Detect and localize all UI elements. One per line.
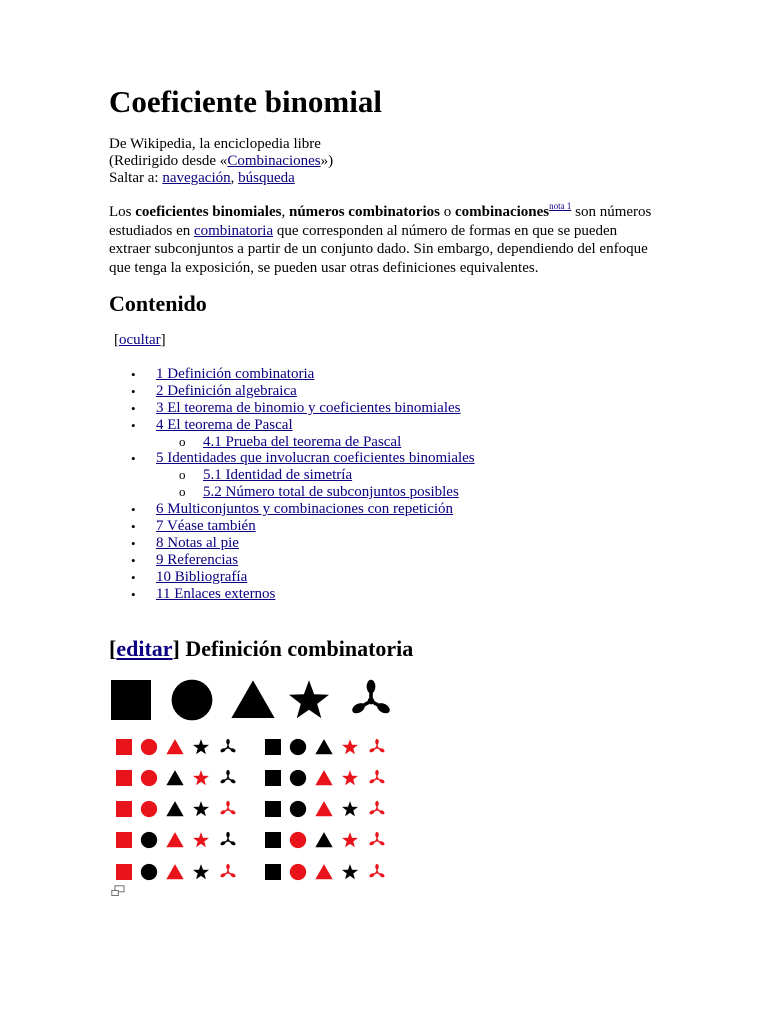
enlarge-icon[interactable] bbox=[111, 885, 125, 897]
shape-square bbox=[116, 864, 132, 880]
toc-item bbox=[109, 400, 475, 417]
shape-star bbox=[193, 864, 209, 879]
intro-text: son números estudiados en bbox=[109, 204, 652, 239]
page-title: Coeficiente binomial bbox=[109, 84, 382, 119]
term-combinatorial-numbers: números combinatorios bbox=[288, 204, 440, 220]
footnote-link[interactable]: nota 1 bbox=[549, 201, 572, 211]
shape-square bbox=[265, 832, 281, 848]
shape-circle bbox=[290, 739, 306, 755]
shape-triskelion bbox=[369, 801, 385, 815]
shape-circle bbox=[141, 832, 157, 848]
shape-circle bbox=[141, 801, 157, 817]
combinatoria-link[interactable]: combinatoria bbox=[193, 222, 274, 239]
shape-star bbox=[342, 739, 358, 754]
toc-hide-link[interactable]: ocultar bbox=[119, 332, 161, 348]
jump-search-link[interactable]: búsqueda bbox=[238, 170, 295, 186]
shape-triangle bbox=[166, 770, 183, 785]
toc-item bbox=[109, 569, 475, 586]
intro-text: o bbox=[439, 204, 455, 220]
toc-link[interactable]: 7 Véase también bbox=[156, 518, 256, 535]
shape-circle bbox=[290, 770, 306, 786]
section-heading: [editar] Definición combinatoria bbox=[109, 636, 414, 661]
shape-circle bbox=[290, 864, 306, 880]
toc-item bbox=[109, 434, 475, 451]
toc-link[interactable]: 6 Multiconjuntos y combinaciones con repetición bbox=[156, 501, 454, 518]
toc-link[interactable]: 10 Bibliografía bbox=[156, 568, 248, 585]
shape-square bbox=[116, 801, 132, 817]
shape-triskelion bbox=[220, 739, 236, 753]
shape-triskelion bbox=[369, 832, 385, 846]
toc-item bbox=[109, 586, 475, 603]
shape-circle bbox=[290, 832, 306, 848]
edit-section-link[interactable]: editar bbox=[116, 636, 173, 661]
term-binomial-coefficients: coeficientes binomiales bbox=[135, 204, 282, 220]
toc-item bbox=[109, 501, 475, 518]
shape-square bbox=[265, 739, 281, 755]
intro-text: que corresponden al número de formas en que se pueden extraer subconjuntos a partir de un conjunto dado. Sin embargo, dependiendo del enfoque que tenga la exposición, se pueden usar otras definiciones equivalentes. bbox=[109, 222, 648, 276]
shape-circle bbox=[141, 770, 157, 786]
shape-star bbox=[342, 832, 358, 847]
toc-link[interactable]: 11 Enlaces externos bbox=[156, 585, 276, 602]
intro-text: , bbox=[281, 204, 289, 220]
shape-star bbox=[342, 864, 358, 879]
shape-square bbox=[111, 680, 151, 720]
shape-star bbox=[193, 801, 209, 816]
shape-square bbox=[265, 801, 281, 817]
jump-separator: , bbox=[230, 170, 239, 186]
shape-triangle bbox=[166, 739, 183, 754]
redirect-link[interactable]: Combinaciones bbox=[227, 153, 321, 169]
toc-item bbox=[109, 535, 475, 552]
shape-triangle bbox=[315, 832, 332, 847]
toc-link[interactable]: 5.1 Identidad de simetría bbox=[203, 467, 353, 484]
shape-triskelion bbox=[350, 680, 391, 716]
toc-link[interactable]: 8 Notas al pie bbox=[156, 534, 239, 551]
toc-item bbox=[109, 366, 475, 383]
shape-triskelion bbox=[220, 801, 236, 815]
shape-star bbox=[342, 770, 358, 785]
toc-link[interactable]: 4.1 Prueba del teorema de Pascal bbox=[203, 433, 402, 450]
shape-triskelion bbox=[369, 739, 385, 753]
shape-triangle bbox=[315, 770, 332, 785]
shape-square bbox=[116, 770, 132, 786]
jump-prefix: Saltar a: bbox=[109, 170, 163, 186]
shape-circle bbox=[290, 801, 306, 817]
shape-triangle bbox=[315, 739, 332, 754]
section-title: Definición combinatoria bbox=[185, 636, 414, 661]
shape-triskelion bbox=[369, 770, 385, 784]
toc-link[interactable]: 1 Definición combinatoria bbox=[156, 366, 315, 382]
redirect-suffix: ») bbox=[320, 153, 334, 169]
toc-item bbox=[109, 484, 475, 501]
toc-link[interactable]: 4 El teorema de Pascal bbox=[156, 416, 293, 433]
toc-item bbox=[109, 552, 475, 569]
jump-links bbox=[109, 170, 295, 187]
toc-item bbox=[109, 467, 475, 484]
jump-navigation-link[interactable]: navegación bbox=[162, 170, 231, 186]
toc-link[interactable]: 2 Definición algebraica bbox=[156, 382, 297, 399]
site-subtitle: De Wikipedia, la enciclopedia libre bbox=[109, 136, 321, 152]
redirect-notice bbox=[109, 153, 333, 170]
shape-star bbox=[193, 770, 209, 785]
combinations-figure bbox=[109, 678, 409, 888]
intro-text: Los bbox=[109, 204, 136, 220]
toc-toggle: [ocultar] bbox=[114, 332, 166, 348]
shape-square bbox=[265, 770, 281, 786]
shape-square bbox=[116, 832, 132, 848]
shape-circle bbox=[172, 680, 213, 721]
shape-triskelion bbox=[369, 864, 385, 878]
shape-square bbox=[265, 864, 281, 880]
shape-circle bbox=[141, 864, 157, 880]
toc-title: Contenido bbox=[109, 291, 207, 316]
toc-link[interactable]: 9 Referencias bbox=[156, 551, 239, 568]
redirect-prefix: (Redirigido desde « bbox=[109, 153, 228, 169]
shape-triskelion bbox=[220, 832, 236, 846]
shape-triskelion bbox=[220, 864, 236, 878]
shape-star bbox=[193, 739, 209, 754]
toc-link[interactable]: 3 El teorema de binomio y coeficientes binomiales bbox=[156, 399, 461, 416]
toc-link[interactable]: 5.2 Número total de subconjuntos posibles bbox=[203, 484, 459, 501]
shape-star bbox=[193, 832, 209, 847]
shape-triskelion bbox=[220, 770, 236, 784]
shape-star bbox=[342, 801, 358, 816]
shape-triangle bbox=[166, 864, 183, 879]
shape-triangle bbox=[315, 801, 332, 816]
toc-item bbox=[109, 518, 475, 535]
shape-circle bbox=[141, 739, 157, 755]
toc-item bbox=[109, 450, 475, 467]
shape-triangle bbox=[166, 832, 183, 847]
shape-triangle bbox=[231, 680, 274, 718]
shape-star bbox=[289, 680, 329, 718]
toc-list bbox=[109, 366, 475, 602]
toc-item bbox=[109, 383, 475, 400]
intro-paragraph bbox=[109, 203, 654, 277]
term-combinations: combinaciones bbox=[454, 204, 550, 220]
shape-triangle bbox=[315, 864, 332, 879]
shape-square bbox=[116, 739, 132, 755]
toc-link[interactable]: 5 Identidades que involucran coeficientes binomiales bbox=[156, 450, 475, 467]
toc-item bbox=[109, 417, 475, 434]
shape-triangle bbox=[166, 801, 183, 816]
